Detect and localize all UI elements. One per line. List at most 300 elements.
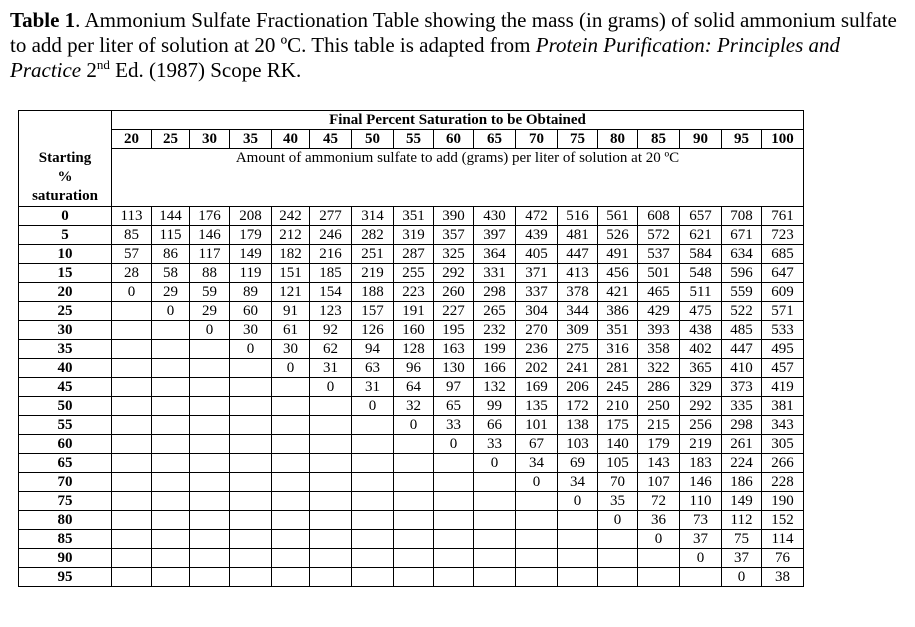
grams-cell [152, 472, 190, 491]
grams-cell: 0 [190, 320, 230, 339]
grams-cell: 73 [680, 510, 722, 529]
grams-cell [352, 434, 394, 453]
grams-cell [474, 491, 516, 510]
grams-cell: 335 [722, 396, 762, 415]
grams-cell [152, 548, 190, 567]
grams-cell: 357 [434, 225, 474, 244]
final-saturation-header: 90 [680, 130, 722, 149]
grams-cell [434, 491, 474, 510]
grams-cell: 61 [272, 320, 310, 339]
grams-cell: 163 [434, 339, 474, 358]
grams-cell: 390 [434, 206, 474, 225]
grams-cell: 179 [230, 225, 272, 244]
grams-cell: 188 [352, 282, 394, 301]
grams-cell: 103 [558, 434, 598, 453]
grams-cell: 456 [598, 263, 638, 282]
grams-cell: 430 [474, 206, 516, 225]
final-saturation-header: 25 [152, 130, 190, 149]
grams-cell [112, 301, 152, 320]
grams-cell: 183 [680, 453, 722, 472]
grams-cell: 723 [762, 225, 804, 244]
table-row [19, 529, 804, 548]
grams-cell: 224 [722, 453, 762, 472]
grams-cell: 75 [722, 529, 762, 548]
grams-cell: 176 [190, 206, 230, 225]
grams-cell: 113 [112, 206, 152, 225]
grams-cell: 246 [310, 225, 352, 244]
grams-cell: 32 [394, 396, 434, 415]
table-row [19, 453, 804, 472]
grams-cell: 117 [190, 244, 230, 263]
grams-cell: 119 [230, 263, 272, 282]
grams-cell [190, 510, 230, 529]
amount-header-row [19, 149, 804, 168]
table-row [19, 206, 804, 225]
grams-cell: 128 [394, 339, 434, 358]
grams-cell [230, 377, 272, 396]
grams-cell: 287 [394, 244, 434, 263]
grams-cell: 29 [152, 282, 190, 301]
grams-cell [152, 415, 190, 434]
grams-cell: 439 [516, 225, 558, 244]
grams-cell: 157 [352, 301, 394, 320]
grams-cell: 151 [272, 263, 310, 282]
grams-cell: 0 [352, 396, 394, 415]
grams-cell [352, 529, 394, 548]
grams-cell: 447 [722, 339, 762, 358]
grams-cell [394, 434, 434, 453]
grams-cell [310, 529, 352, 548]
grams-cell: 265 [474, 301, 516, 320]
grams-cell [272, 434, 310, 453]
grams-cell: 62 [310, 339, 352, 358]
grams-cell [152, 377, 190, 396]
grams-cell [474, 472, 516, 491]
grams-cell [190, 472, 230, 491]
starting-saturation-value: 55 [19, 415, 112, 434]
grams-cell: 343 [762, 415, 804, 434]
grams-cell: 67 [516, 434, 558, 453]
grams-cell [310, 453, 352, 472]
grams-cell [352, 472, 394, 491]
starting-saturation-value: 35 [19, 339, 112, 358]
grams-cell: 337 [516, 282, 558, 301]
grams-cell: 501 [638, 263, 680, 282]
grams-cell: 152 [762, 510, 804, 529]
starting-saturation-value: 80 [19, 510, 112, 529]
grams-cell [352, 491, 394, 510]
grams-cell [394, 510, 434, 529]
grams-cell [516, 529, 558, 548]
grams-cell: 584 [680, 244, 722, 263]
grams-cell: 143 [638, 453, 680, 472]
grams-cell: 65 [434, 396, 474, 415]
grams-cell: 250 [638, 396, 680, 415]
grams-cell: 34 [516, 453, 558, 472]
grams-cell: 215 [638, 415, 680, 434]
grams-cell [394, 491, 434, 510]
grams-cell: 0 [722, 567, 762, 586]
grams-cell: 115 [152, 225, 190, 244]
grams-cell [516, 491, 558, 510]
grams-cell [474, 567, 516, 586]
grams-cell: 208 [230, 206, 272, 225]
grams-cell: 126 [352, 320, 394, 339]
grams-cell: 533 [762, 320, 804, 339]
starting-saturation-value: 40 [19, 358, 112, 377]
grams-cell: 228 [762, 472, 804, 491]
grams-cell [434, 529, 474, 548]
grams-cell [112, 472, 152, 491]
grams-cell: 101 [516, 415, 558, 434]
table-row [19, 263, 804, 282]
grams-cell: 0 [434, 434, 474, 453]
table-row [19, 567, 804, 586]
grams-cell: 29 [190, 301, 230, 320]
grams-cell: 121 [272, 282, 310, 301]
grams-cell: 144 [152, 206, 190, 225]
grams-cell [310, 434, 352, 453]
fractionation-table [18, 110, 804, 587]
grams-cell: 166 [474, 358, 516, 377]
grams-cell [230, 453, 272, 472]
grams-cell [352, 548, 394, 567]
grams-cell: 199 [474, 339, 516, 358]
grams-cell [272, 377, 310, 396]
grams-cell [190, 453, 230, 472]
grams-cell: 36 [638, 510, 680, 529]
grams-cell [190, 434, 230, 453]
grams-cell: 28 [112, 263, 152, 282]
starting-saturation-value: 5 [19, 225, 112, 244]
grams-cell: 298 [474, 282, 516, 301]
final-saturation-header: 60 [434, 130, 474, 149]
grams-cell: 86 [152, 244, 190, 263]
grams-cell: 314 [352, 206, 394, 225]
grams-cell: 373 [722, 377, 762, 396]
grams-cell [272, 415, 310, 434]
final-saturation-header: 30 [190, 130, 230, 149]
grams-cell: 329 [680, 377, 722, 396]
grams-cell: 351 [598, 320, 638, 339]
grams-cell: 761 [762, 206, 804, 225]
grams-cell [112, 548, 152, 567]
table-row [19, 377, 804, 396]
final-saturation-header: 95 [722, 130, 762, 149]
grams-cell: 621 [680, 225, 722, 244]
grams-cell: 0 [558, 491, 598, 510]
grams-cell: 316 [598, 339, 638, 358]
starting-label-line-2: % [57, 168, 73, 185]
grams-cell: 325 [434, 244, 474, 263]
grams-cell [558, 567, 598, 586]
grams-cell [310, 510, 352, 529]
grams-cell [230, 548, 272, 567]
grams-cell: 481 [558, 225, 598, 244]
grams-cell [112, 415, 152, 434]
starting-saturation-label [19, 149, 112, 207]
grams-cell: 548 [680, 263, 722, 282]
grams-cell: 559 [722, 282, 762, 301]
grams-cell [190, 377, 230, 396]
grams-cell: 438 [680, 320, 722, 339]
grams-cell [112, 434, 152, 453]
grams-cell [474, 510, 516, 529]
final-saturation-header: 50 [352, 130, 394, 149]
grams-cell: 0 [474, 453, 516, 472]
grams-cell [230, 567, 272, 586]
grams-cell: 472 [516, 206, 558, 225]
final-saturation-header: 55 [394, 130, 434, 149]
grams-cell [190, 339, 230, 358]
grams-cell: 94 [352, 339, 394, 358]
grams-cell: 114 [762, 529, 804, 548]
grams-cell: 309 [558, 320, 598, 339]
grams-cell: 132 [474, 377, 516, 396]
grams-cell: 59 [190, 282, 230, 301]
grams-cell [112, 339, 152, 358]
grams-cell: 97 [434, 377, 474, 396]
grams-cell: 60 [230, 301, 272, 320]
grams-cell [190, 567, 230, 586]
starting-saturation-value: 50 [19, 396, 112, 415]
final-saturation-header: 75 [558, 130, 598, 149]
grams-cell [558, 548, 598, 567]
grams-cell [598, 548, 638, 567]
grams-cell [310, 548, 352, 567]
grams-cell [112, 453, 152, 472]
grams-cell: 195 [434, 320, 474, 339]
grams-cell: 0 [152, 301, 190, 320]
grams-cell [310, 396, 352, 415]
grams-cell [272, 491, 310, 510]
grams-cell: 522 [722, 301, 762, 320]
grams-cell [152, 339, 190, 358]
grams-cell: 266 [762, 453, 804, 472]
table-row [19, 301, 804, 320]
grams-cell [272, 472, 310, 491]
grams-cell [434, 472, 474, 491]
grams-cell: 91 [272, 301, 310, 320]
grams-cell: 33 [434, 415, 474, 434]
grams-cell: 465 [638, 282, 680, 301]
grams-cell: 57 [112, 244, 152, 263]
grams-cell: 172 [558, 396, 598, 415]
grams-cell: 0 [394, 415, 434, 434]
grams-cell [680, 567, 722, 586]
starting-saturation-value: 30 [19, 320, 112, 339]
grams-cell: 413 [558, 263, 598, 282]
grams-cell: 685 [762, 244, 804, 263]
grams-cell [352, 567, 394, 586]
grams-cell: 270 [516, 320, 558, 339]
grams-cell: 251 [352, 244, 394, 263]
grams-cell [434, 453, 474, 472]
grams-cell: 34 [558, 472, 598, 491]
grams-cell: 216 [310, 244, 352, 263]
grams-cell [230, 358, 272, 377]
grams-cell [394, 453, 434, 472]
grams-cell: 447 [558, 244, 598, 263]
grams-cell: 219 [352, 263, 394, 282]
final-saturation-header: 70 [516, 130, 558, 149]
grams-cell [112, 377, 152, 396]
starting-saturation-value: 65 [19, 453, 112, 472]
corner-cell [19, 111, 112, 130]
grams-cell [310, 472, 352, 491]
grams-cell [112, 491, 152, 510]
table-row [19, 225, 804, 244]
grams-cell: 105 [598, 453, 638, 472]
grams-cell: 33 [474, 434, 516, 453]
grams-cell: 66 [474, 415, 516, 434]
grams-cell [152, 510, 190, 529]
grams-cell: 298 [722, 415, 762, 434]
starting-saturation-value: 75 [19, 491, 112, 510]
grams-cell: 175 [598, 415, 638, 434]
grams-cell [230, 472, 272, 491]
grams-cell: 671 [722, 225, 762, 244]
grams-cell: 149 [230, 244, 272, 263]
grams-cell [638, 567, 680, 586]
spacer-cell [112, 187, 804, 206]
table-row [19, 320, 804, 339]
grams-cell [394, 529, 434, 548]
grams-cell: 70 [598, 472, 638, 491]
grams-cell: 99 [474, 396, 516, 415]
grams-cell: 30 [230, 320, 272, 339]
grams-cell [152, 529, 190, 548]
grams-cell [112, 358, 152, 377]
grams-cell [516, 510, 558, 529]
grams-cell [352, 415, 394, 434]
grams-cell [638, 548, 680, 567]
grams-cell: 647 [762, 263, 804, 282]
grams-cell: 64 [394, 377, 434, 396]
grams-cell: 58 [152, 263, 190, 282]
starting-saturation-value: 45 [19, 377, 112, 396]
grams-cell: 292 [434, 263, 474, 282]
final-saturation-title: Final Percent Saturation to be Obtained [112, 111, 804, 130]
grams-cell: 245 [598, 377, 638, 396]
grams-cell: 255 [394, 263, 434, 282]
final-saturation-header-row [19, 130, 804, 149]
grams-cell: 708 [722, 206, 762, 225]
grams-cell: 138 [558, 415, 598, 434]
grams-cell [474, 548, 516, 567]
grams-cell [152, 396, 190, 415]
grams-cell: 351 [394, 206, 434, 225]
grams-cell [272, 396, 310, 415]
caption-text-1: . Ammonium Sulfate Fractionation Table showing the mass (in grams) of solid ammonium sulfate to add per liter of solution at 20 ºC. This table is adapted from [10, 8, 897, 57]
starting-saturation-value: 10 [19, 244, 112, 263]
table-row [19, 282, 804, 301]
grams-cell: 365 [680, 358, 722, 377]
grams-cell: 223 [394, 282, 434, 301]
grams-cell [434, 548, 474, 567]
grams-cell [310, 491, 352, 510]
grams-cell: 511 [680, 282, 722, 301]
grams-cell: 227 [434, 301, 474, 320]
grams-cell: 242 [272, 206, 310, 225]
grams-cell: 596 [722, 263, 762, 282]
grams-cell: 149 [722, 491, 762, 510]
grams-cell: 135 [516, 396, 558, 415]
grams-cell: 0 [230, 339, 272, 358]
starting-saturation-value: 25 [19, 301, 112, 320]
grams-cell [230, 491, 272, 510]
final-saturation-title-row [19, 111, 804, 130]
grams-cell: 112 [722, 510, 762, 529]
spacer-row [19, 168, 804, 187]
grams-cell: 378 [558, 282, 598, 301]
table-row [19, 510, 804, 529]
grams-cell: 286 [638, 377, 680, 396]
table-row [19, 396, 804, 415]
grams-cell [112, 320, 152, 339]
grams-cell: 0 [112, 282, 152, 301]
grams-cell: 305 [762, 434, 804, 453]
grams-cell: 241 [558, 358, 598, 377]
table-row [19, 434, 804, 453]
final-saturation-header: 80 [598, 130, 638, 149]
grams-cell: 381 [762, 396, 804, 415]
grams-cell: 232 [474, 320, 516, 339]
caption-text-2: Ed. (1987) Scope RK. [109, 58, 302, 82]
grams-cell [152, 434, 190, 453]
starting-saturation-value: 70 [19, 472, 112, 491]
grams-cell [598, 529, 638, 548]
grams-cell: 457 [762, 358, 804, 377]
caption-edition-number: 2 [81, 58, 97, 82]
grams-cell: 491 [598, 244, 638, 263]
grams-cell [394, 548, 434, 567]
grams-cell: 393 [638, 320, 680, 339]
grams-cell [112, 567, 152, 586]
grams-cell: 179 [638, 434, 680, 453]
grams-cell: 371 [516, 263, 558, 282]
grams-cell: 526 [598, 225, 638, 244]
grams-cell: 130 [434, 358, 474, 377]
grams-cell [352, 510, 394, 529]
grams-cell [230, 396, 272, 415]
grams-cell: 281 [598, 358, 638, 377]
grams-cell: 495 [762, 339, 804, 358]
starting-saturation-value: 0 [19, 206, 112, 225]
grams-cell [190, 529, 230, 548]
grams-cell [152, 567, 190, 586]
grams-cell: 72 [638, 491, 680, 510]
caption-label: Table 1 [10, 8, 76, 32]
starting-label-line-3: saturation [32, 187, 98, 204]
caption-book-title: Protein Purification: Principles and Practice [10, 33, 841, 82]
grams-cell: 475 [680, 301, 722, 320]
grams-cell [152, 453, 190, 472]
grams-cell: 107 [638, 472, 680, 491]
grams-cell: 182 [272, 244, 310, 263]
grams-cell: 69 [558, 453, 598, 472]
grams-cell: 0 [272, 358, 310, 377]
table-row [19, 415, 804, 434]
grams-cell [394, 567, 434, 586]
starting-saturation-value: 20 [19, 282, 112, 301]
corner-cell [19, 130, 112, 149]
grams-cell: 30 [272, 339, 310, 358]
grams-cell [112, 529, 152, 548]
grams-cell: 572 [638, 225, 680, 244]
final-saturation-header: 100 [762, 130, 804, 149]
grams-cell [558, 529, 598, 548]
